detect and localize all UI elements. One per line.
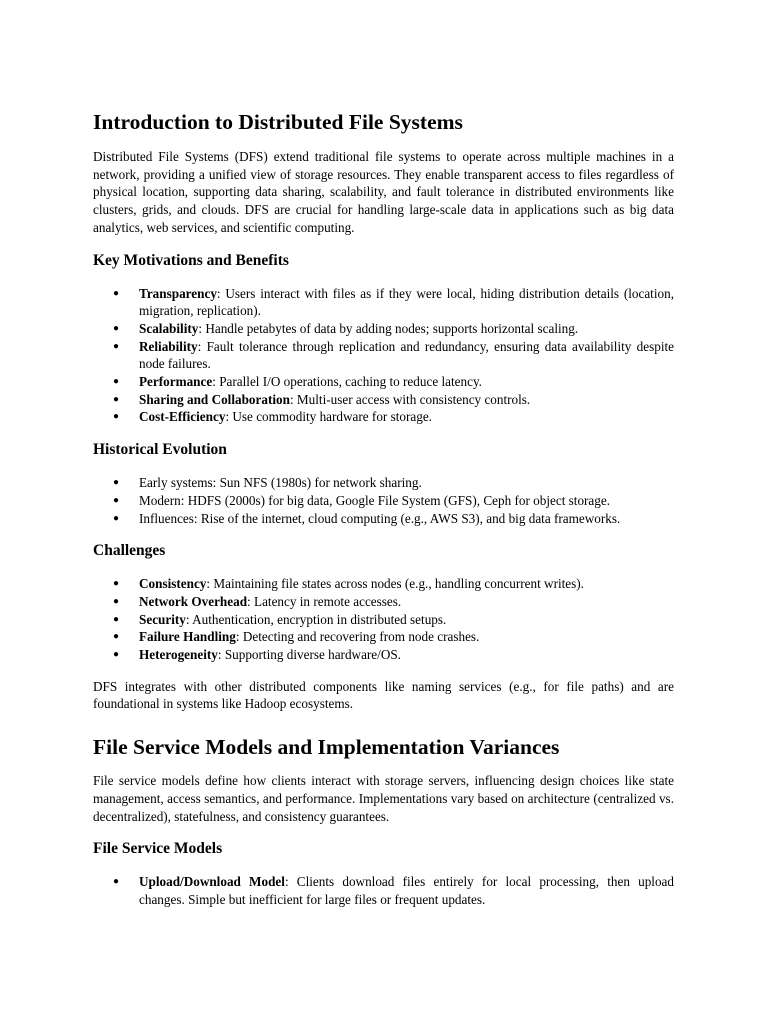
evolution-list <box>93 474 674 527</box>
list-item <box>93 320 674 338</box>
list-item <box>93 492 674 510</box>
item-term: Consistency <box>139 576 207 592</box>
bullet-icon: ● <box>113 287 120 299</box>
item-term: Performance <box>139 374 213 390</box>
item-text: : Latency in remote accesses. <box>247 593 402 609</box>
item-text: : Parallel I/O operations, caching to reduce latency. <box>212 374 482 390</box>
bullet-icon: ● <box>113 649 120 661</box>
list-item <box>93 510 674 528</box>
item-term: Upload/Download Model <box>139 874 285 890</box>
bullet-icon: ● <box>113 876 120 888</box>
bullet-icon: ● <box>113 578 120 590</box>
heading-file-service-models: File Service Models <box>93 840 223 858</box>
models-intro-paragraph: File service models define how clients interact with storage servers, influencing design choices like state management, access semantics, and performance. Implementations vary based on architecture (centralized vs. decentralized), statefulness, and consistency guarantees. <box>93 773 674 824</box>
section-title-intro: Introduction to Distributed File Systems <box>93 110 463 134</box>
item-text: : Fault tolerance through replication and redundancy, ensuring data availability despite node failures. <box>139 338 674 372</box>
item-text: : Use commodity hardware for storage. <box>225 409 432 425</box>
closing-paragraph: DFS integrates with other distributed components like naming services (e.g., for file paths) and are foundational in systems like Hadoop ecosystems. <box>93 678 674 712</box>
list-item <box>93 646 674 664</box>
item-text: : Handle petabytes of data by adding nodes; supports horizontal scaling. <box>198 320 579 336</box>
item-text: : Clients download files entirely for local processing, then upload changes. Simple but inefficient for large files or frequent updates. <box>139 874 674 907</box>
list-item <box>93 593 674 611</box>
item-text: Influences: Rise of the internet, cloud computing (e.g., AWS S3), and big data frameworks. <box>139 510 621 526</box>
item-text: : Multi-user access with consistency controls. <box>289 391 531 407</box>
list-item <box>93 873 674 908</box>
item-text: Early systems: Sun NFS (1980s) for network sharing. <box>139 475 422 491</box>
list-item <box>93 474 674 492</box>
bullet-icon: ● <box>113 376 120 388</box>
list-item <box>93 575 674 593</box>
item-text: Modern: HDFS (2000s) for big data, Google File System (GFS), Ceph for object storage. <box>139 492 611 508</box>
bullet-icon: ● <box>113 631 120 643</box>
heading-challenges: Challenges <box>93 542 166 560</box>
item-term: Sharing and Collaboration <box>139 391 290 407</box>
item-text: : Users interact with files as if they were local, hiding distribution details (location, migration, replication). <box>139 285 674 319</box>
list-item <box>93 408 674 426</box>
item-term: Cost-Efficiency <box>139 409 226 425</box>
item-text: : Detecting and recovering from node crashes. <box>235 629 480 645</box>
intro-paragraph: Distributed File Systems (DFS) extend traditional file systems to operate across multiple machines in a network, providing a unified view of storage resources. They enable transparent access to files regardless of physical location, supporting data sharing, scalability, and fault tolerance in distributed environments like clusters, grids, and clouds. DFS are crucial for handling large-scale data in applications such as big data analytics, web services, and scientific computing. <box>93 149 674 235</box>
list-item <box>93 628 674 646</box>
motivations-list <box>93 285 674 427</box>
item-term: Security <box>139 611 186 627</box>
section-title-models: File Service Models and Implementation Variances <box>93 735 560 760</box>
bullet-icon: ● <box>113 393 120 405</box>
heading-evolution: Historical Evolution <box>93 441 227 459</box>
bullet-icon: ● <box>113 477 120 489</box>
item-term: Failure Handling <box>139 629 236 645</box>
bullet-icon: ● <box>113 494 120 506</box>
bullet-icon: ● <box>113 340 120 352</box>
item-term: Scalability <box>139 320 199 336</box>
item-term: Transparency <box>139 285 217 301</box>
bullet-icon: ● <box>113 512 120 524</box>
item-term: Network Overhead <box>139 593 248 609</box>
item-text: : Supporting diverse hardware/OS. <box>217 647 401 663</box>
bullet-icon: ● <box>113 595 120 607</box>
heading-motivations: Key Motivations and Benefits <box>93 251 289 269</box>
list-item <box>93 391 674 409</box>
bullet-icon: ● <box>113 322 120 334</box>
list-item <box>93 338 674 373</box>
list-item <box>93 373 674 391</box>
bullet-icon: ● <box>113 411 120 423</box>
list-item <box>93 285 674 320</box>
bullet-icon: ● <box>113 613 120 625</box>
item-term: Heterogeneity <box>139 647 218 663</box>
challenges-list <box>93 575 674 664</box>
item-term: Reliability <box>139 338 198 354</box>
item-text: : Authentication, encryption in distributed setups. <box>185 611 447 627</box>
item-text: : Maintaining file states across nodes (e.g., handling concurrent writes). <box>206 576 584 592</box>
list-item <box>93 611 674 629</box>
models-list <box>93 873 674 908</box>
